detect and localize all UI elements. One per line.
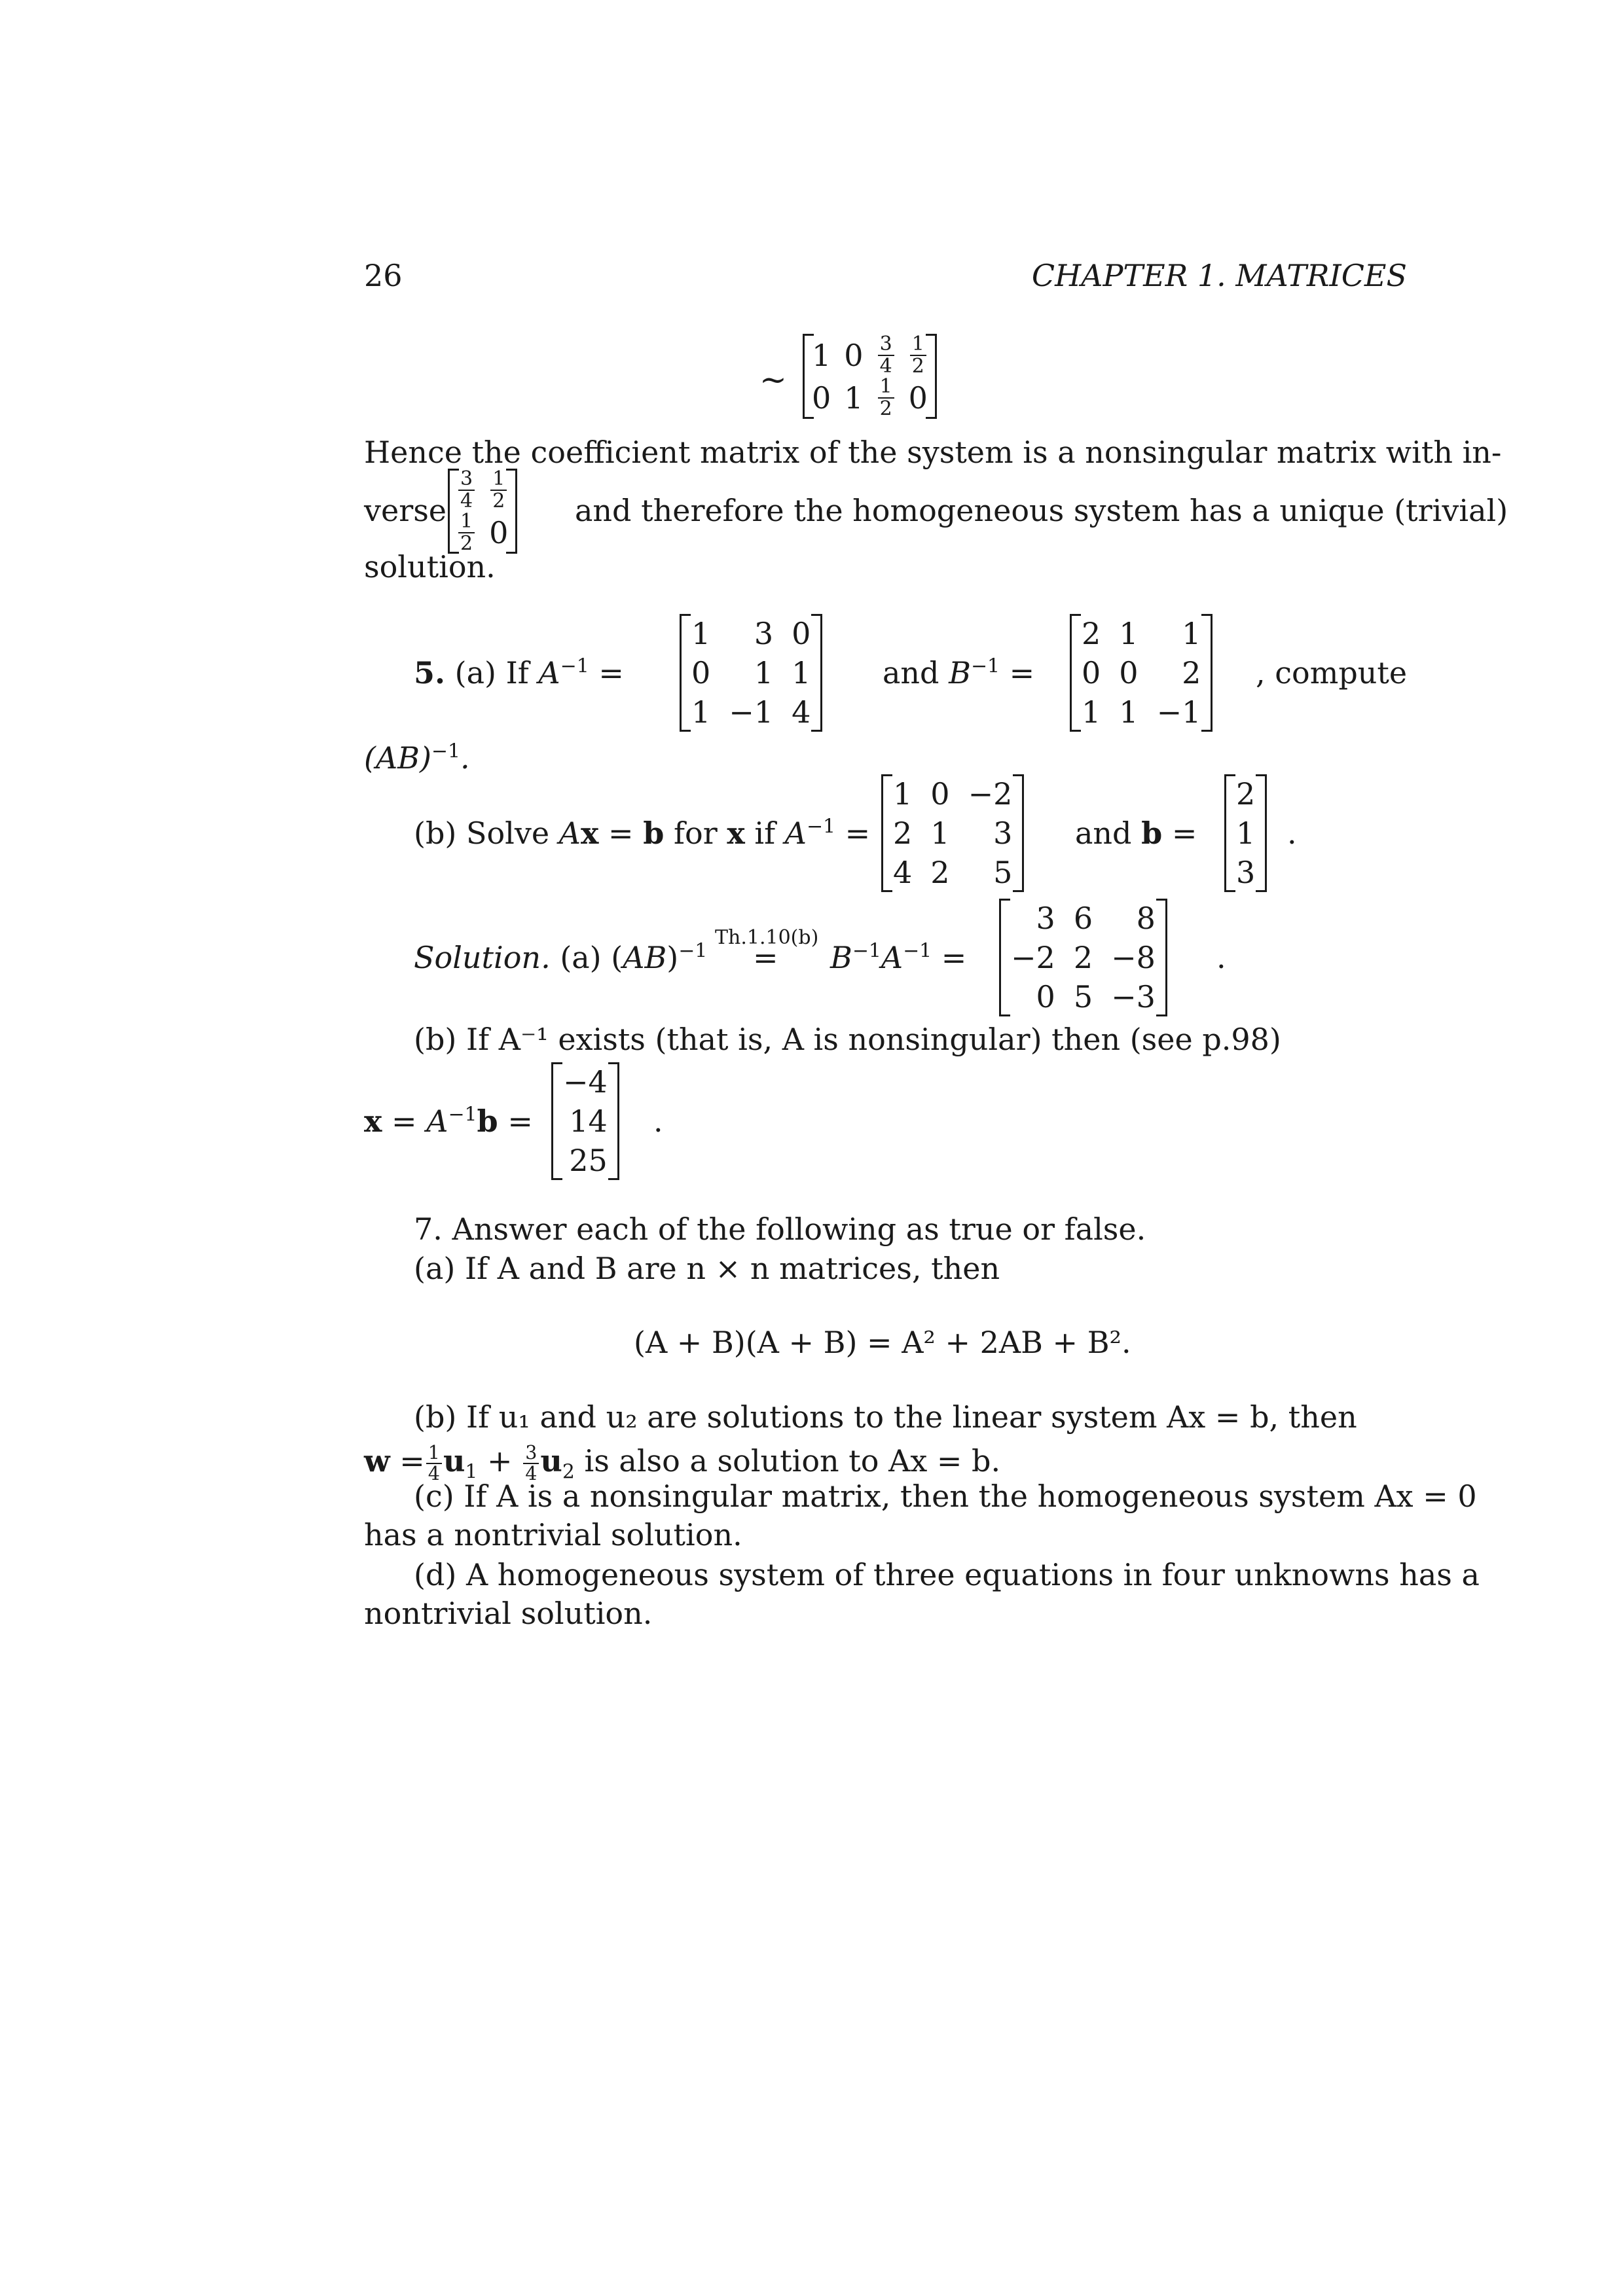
matrix-cell: 5 — [993, 855, 1013, 890]
problem-7a-line: (a) If A and B are n × n matrices, then — [414, 1251, 1000, 1286]
matrix-cell: 1 — [792, 655, 811, 691]
matrix-cell: $\frac{3}{4}$ — [450, 469, 483, 511]
matrix-cell: $\frac{1}{2}$ — [902, 334, 934, 376]
matrix-cell: −8 — [1111, 940, 1156, 975]
matrix-cell: 0 — [908, 380, 928, 416]
problem-5b-prefix: (b) Solve — [414, 816, 550, 851]
matrix-cell: 2 — [930, 855, 950, 890]
problem-7b-rest: is also a solution to Ax = b. — [584, 1443, 1001, 1479]
and-b-inverse: and $B^{-1}$ = — [883, 655, 1035, 691]
matrix-cell: 4 — [893, 855, 913, 890]
matrix-cell: 0 — [691, 655, 711, 691]
matrix-cell: $\frac{1}{2}$ — [483, 469, 515, 511]
x-vector — [554, 1062, 617, 1187]
matrix-cell: −1 — [729, 694, 774, 730]
right-bracket — [1013, 774, 1024, 892]
x-equals: $x = A^{-1}b$ = — [364, 1103, 533, 1139]
matrix-cell: 5 — [1073, 979, 1093, 1014]
problem-5a-prefix: (a) If — [454, 655, 529, 691]
right-bracket — [1201, 614, 1213, 732]
right-bracket — [1156, 899, 1167, 1016]
problem-5-line: 5. (a) If $A^{-1}$ = — [414, 655, 624, 691]
matrix-cell: 3 — [1236, 855, 1256, 890]
matrix-cell: 1 — [844, 380, 864, 416]
para-line-2: and therefore the homogeneous system has a unique (trivial) — [575, 493, 1508, 528]
matrix-cell: −3 — [1111, 979, 1156, 1014]
matrix-cell: 0 — [792, 616, 811, 651]
matrix-cell: 2 — [1182, 655, 1201, 691]
solution-b-line: (b) If A⁻¹ exists (that is, A is nonsingular) then (see p.98) — [414, 1022, 1281, 1057]
matrix-cell: 1 — [930, 816, 950, 851]
period-result: . — [1216, 940, 1226, 975]
compute-word: , compute — [1256, 655, 1408, 691]
matrix-cell: 1 — [1082, 694, 1101, 730]
problem-7-intro: 7. Answer each of the following as true or false. — [414, 1211, 1146, 1247]
matrix-cell: −2 — [1011, 940, 1055, 975]
problem-5-number: 5. — [414, 655, 446, 691]
problem-7c-line-2: has a nontrivial solution. — [364, 1517, 742, 1552]
right-bracket — [1256, 774, 1267, 892]
tilde: ~ — [759, 361, 787, 399]
and-word: and — [883, 655, 939, 691]
period-b: . — [1287, 816, 1297, 851]
right-bracket — [608, 1062, 619, 1180]
matrix-cell: $\frac{1}{2}$ — [450, 511, 483, 554]
reduced-matrix — [805, 334, 934, 426]
chapter-header: CHAPTER 1. MATRICES — [1031, 258, 1407, 293]
b-vector — [1227, 774, 1264, 899]
period-x: . — [653, 1103, 663, 1139]
matrix-cell: 1 — [1182, 616, 1201, 651]
matrix-cell: 2 — [1073, 940, 1093, 975]
matrix-cell: 25 — [569, 1143, 608, 1178]
problem-7b-line-1: (b) If u₁ and u₂ are solutions to the linear system Ax = b, then — [414, 1399, 1357, 1435]
matrix-cell: 1 — [812, 337, 831, 373]
matrix-cell: 2 — [1082, 616, 1101, 651]
problem-5b-a-inverse-matrix — [884, 774, 1021, 899]
solution-label: Solution. — [414, 940, 551, 975]
right-bracket — [811, 614, 822, 732]
matrix-cell: 4 — [792, 694, 811, 730]
b-inverse-label: B — [949, 655, 971, 691]
matrix-cell: 1 — [1119, 616, 1139, 651]
matrix-cell: $\frac{3}{4}$ — [870, 334, 902, 376]
matrix-cell: 6 — [1073, 901, 1093, 936]
matrix-cell: 1 — [691, 616, 711, 651]
and-b-vector: and b = — [1075, 816, 1197, 851]
matrix-cell: 0 — [1036, 979, 1055, 1014]
matrix-cell: 1 — [1119, 694, 1139, 730]
problem-7d-line-2: nontrivial solution. — [364, 1596, 653, 1631]
matrix-cell: 0 — [812, 380, 831, 416]
matrix-cell: 3 — [1036, 901, 1055, 936]
matrix-cell: 3 — [993, 816, 1013, 851]
problem-7b-line-2: w = $\frac{1}{4}$ $u_1$ + $\frac{3}{4}$ $u_2$ is also a solution to Ax = b. — [364, 1442, 1001, 1484]
b-inverse-matrix — [1072, 614, 1210, 739]
right-bracket — [926, 334, 937, 419]
b-inv-a-inv: $B^{-1}A^{-1}$ = — [830, 939, 967, 975]
matrix-cell: 0 — [1119, 655, 1139, 691]
matrix-cell: 1 — [1236, 816, 1256, 851]
matrix-cell: 0 — [489, 514, 509, 550]
right-bracket — [506, 469, 517, 554]
and-word-b: and — [1075, 816, 1132, 851]
ab-inverse-line: (AB)$^{-1}$. — [364, 740, 470, 776]
para-line-1: Hence the coefficient matrix of the system is a nonsingular matrix with in- — [364, 435, 1502, 470]
solution-line: Solution. (a) (AB)$^{-1}$ — [414, 939, 708, 975]
solution-a-part: (a) — [560, 940, 602, 975]
matrix-cell: 0 — [930, 776, 950, 812]
inverse-matrix — [450, 469, 515, 561]
matrix-cell: 1 — [691, 694, 711, 730]
matrix-cell: −2 — [968, 776, 1013, 812]
matrix-cell: 1 — [754, 655, 774, 691]
page-number: 26 — [364, 258, 403, 293]
matrix-cell: 0 — [1082, 655, 1101, 691]
matrix-cell: 3 — [754, 616, 774, 651]
problem-7c-line-1: (c) If A is a nonsingular matrix, then the homogeneous system Ax = 0 — [414, 1479, 1477, 1514]
a-inverse-matrix — [682, 614, 820, 739]
matrix-cell: $\frac{1}{2}$ — [870, 376, 902, 419]
matrix-cell: 2 — [893, 816, 913, 851]
matrix-cell: 14 — [569, 1103, 608, 1139]
result-matrix — [1002, 899, 1165, 1024]
matrix-cell: 1 — [893, 776, 913, 812]
problem-5b-line: (b) Solve Ax = b for x if $A^{-1}$ = — [414, 815, 871, 851]
equals-sign: = — [753, 940, 778, 975]
ab-label: (AB) — [364, 740, 431, 776]
theorem-reference: Th.1.10(b) — [715, 926, 819, 949]
verse-word: verse — [364, 493, 447, 528]
if-word: if — [754, 816, 776, 851]
matrix-cell: −4 — [563, 1064, 608, 1100]
para-line-3: solution. — [364, 549, 496, 584]
matrix-cell: 2 — [1236, 776, 1256, 812]
a-inverse-label: A — [538, 655, 560, 691]
matrix-cell: −1 — [1156, 694, 1201, 730]
for-word: for — [673, 816, 718, 851]
problem-7a-equation: (A + B)(A + B) = A² + 2AB + B². — [634, 1325, 1131, 1360]
problem-7d-line-1: (d) A homogeneous system of three equations in four unknowns has a — [414, 1557, 1480, 1592]
matrix-cell: 0 — [844, 337, 864, 373]
matrix-cell: 8 — [1136, 901, 1156, 936]
